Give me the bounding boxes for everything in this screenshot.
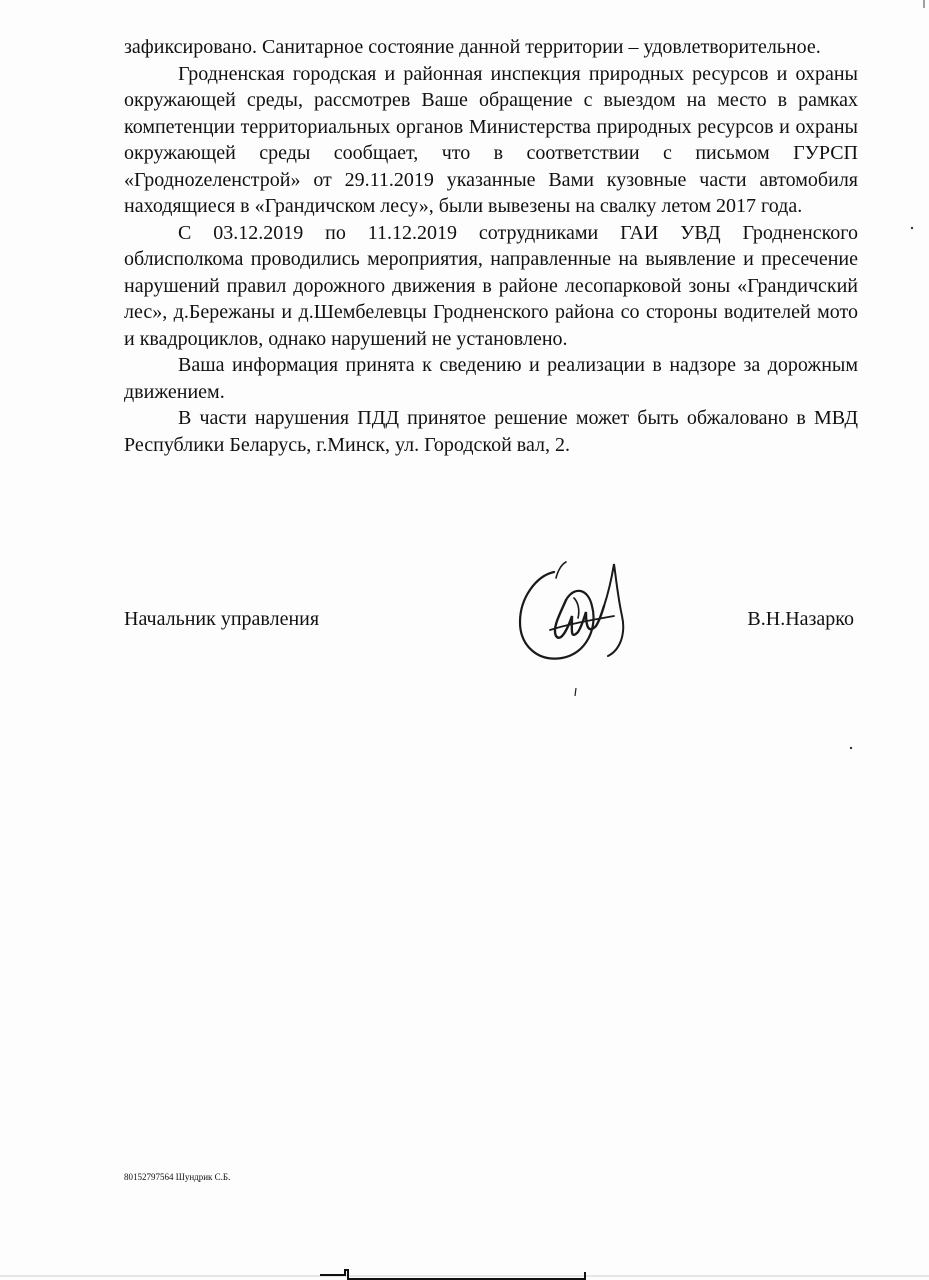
paragraph-information-accepted: Ваша информация принята к сведению и реализации в надзоре за дорожным движением. [124,354,858,403]
letter-body [124,34,858,458]
signature-block [124,604,854,634]
signer-title: Начальник управления [124,608,320,630]
signer-name: В.Н.Назарко [747,608,854,630]
paragraph-continuation: зафиксировано. Санитарное состояние данной территории – удовлетворительное. [124,36,821,58]
paragraph-traffic-police: С 03.12.2019 по 11.12.2019 сотрудниками ГАИ УВД Гродненского облисполкома проводились мероприятия, направленные на выявление и пресечение нарушений правил дорожного движения в районе лесопарковой зоны «Грандичский лес», д.Бережаны и д.Шембелевцы Гродненского района со стороны водителей мото и квадроциклов, однако нарушений не установлено. [124,221,858,350]
footer-note: 80152797564 Шундрик С.Б. [124,1172,231,1182]
paragraph-inspection: Гродненская городская и районная инспекция природных ресурсов и охраны окружающей среды, рассмотрев Ваше обращение с выездом на место в рамках компетенции территориальных органов Министерства природных ресурсов и охраны окружающей среды сообщает, что в соответствии с письмом ГУРСП «Гродноzеленстрой» от 29.11.2019 указанные Вами кузовные части автомобиля находящиеся в «Грандичском лесу», были вывезены на свалку летом 2017 года. [124,62,858,217]
paragraph-appeal: В части нарушения ПДД принятое решение может быть обжаловано в МВД Республики Беларусь, г.Минск, ул. Городской вал, 2. [124,407,858,456]
handwritten-signature [508,558,640,668]
